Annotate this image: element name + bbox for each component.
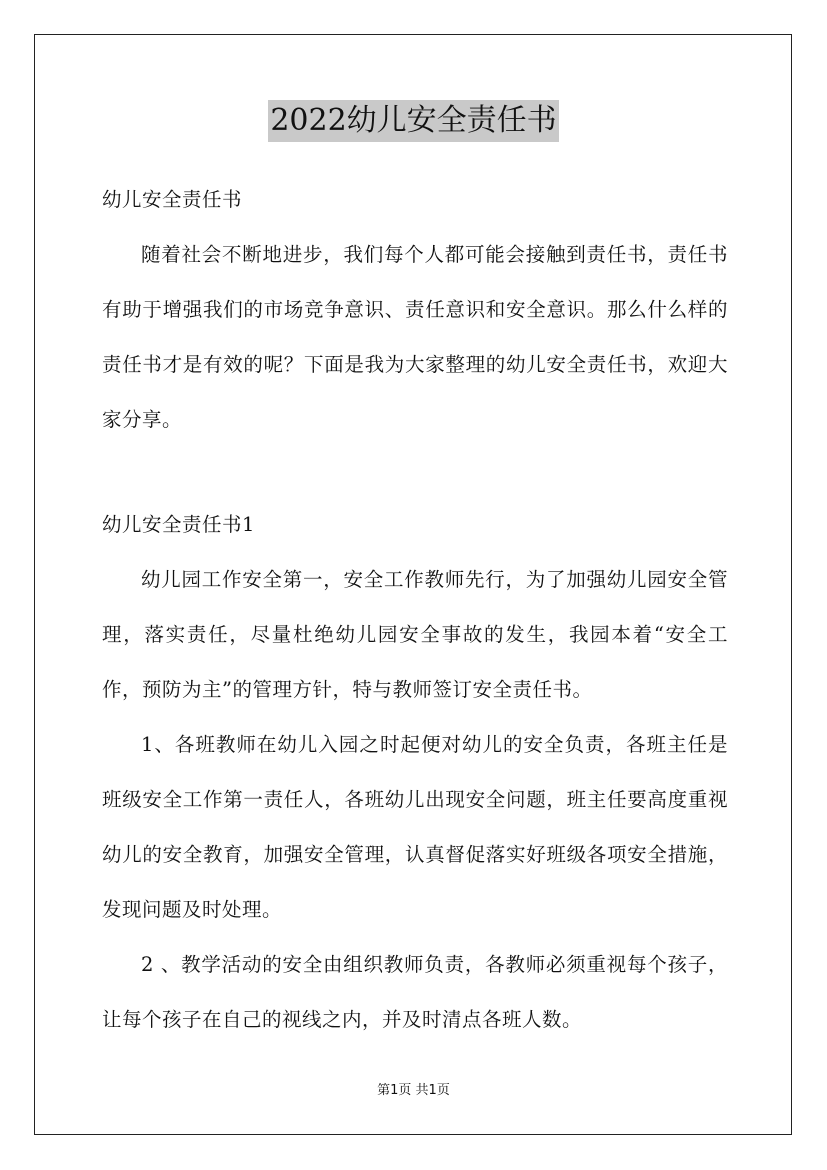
document-title: 2022幼儿安全责任书: [268, 100, 558, 142]
section-spacer: [102, 447, 728, 497]
intro-paragraph: 随着社会不断地进步，我们每个人都可能会接触到责任书，责任书有助于增强我们的市场竞争意识、责任意识和安全意识。那么什么样的责任书才是有效的呢？下面是我为大家整理的幼儿安全责任书，欢迎大家分享。: [102, 243, 728, 431]
document-body: [102, 172, 728, 1047]
document-subtitle: 幼儿安全责任书: [102, 188, 243, 211]
clause-1-paragraph: 1、各班教师在幼儿入园之时起便对幼儿的安全负责，各班主任是班级安全工作第一责任人，各班幼儿出现安全问题，班主任要高度重视幼儿的安全教育，加强安全管理，认真督促落实好班级各项安全措施，发现问题及时处理。: [102, 733, 728, 921]
page-number-footer: 第1页 共1页: [377, 1083, 450, 1098]
section-heading: 幼儿安全责任书1: [102, 513, 255, 536]
section-intro-paragraph: 幼儿园工作安全第一，安全工作教师先行，为了加强幼儿园安全管理，落实责任，尽量杜绝幼儿园安全事故的发生，我园本着“安全工作，预防为主”的管理方针，特与教师签订安全责任书。: [102, 568, 728, 701]
clause-2-paragraph: 2 、教学活动的安全由组织教师负责，各教师必须重视每个孩子，让每个孩子在自己的视线之内，并及时清点各班人数。: [102, 953, 728, 1031]
title-container: [0, 100, 827, 142]
